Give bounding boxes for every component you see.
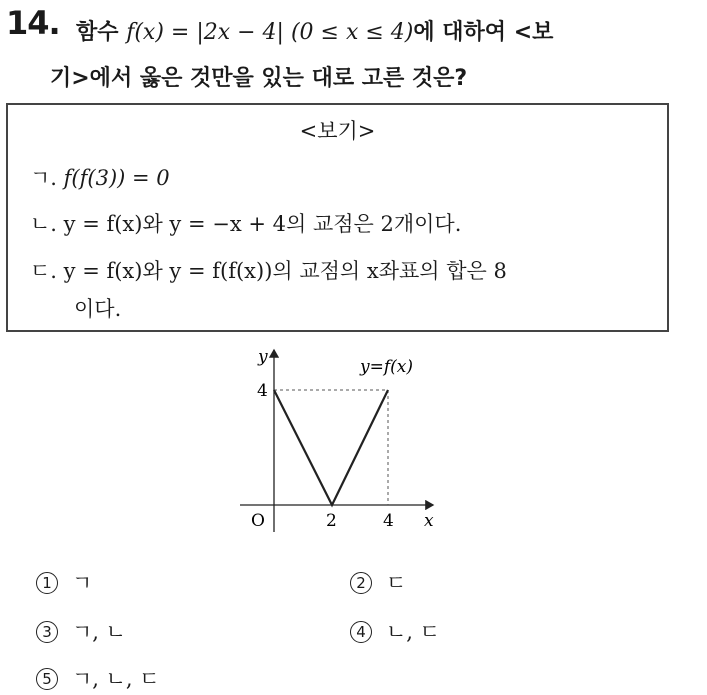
x-axis-label: x: [424, 511, 434, 531]
choice-4[interactable]: [350, 616, 440, 646]
function-graph: [228, 344, 448, 539]
bogi-item-3: [30, 255, 507, 285]
choice-label: ㄱ: [72, 571, 93, 595]
item-marker: ㄴ.: [30, 212, 57, 236]
y-tick-4: 4: [257, 381, 268, 401]
question-function: f(x) = |2x − 4| (0 ≤ x ≤ 4): [126, 20, 414, 45]
question-number: 14.: [6, 4, 60, 42]
choice-label: ㄱ, ㄴ: [72, 620, 126, 644]
curve-label: y=f(x): [360, 357, 413, 377]
graph-curve: [274, 390, 388, 505]
x-tick-2: 2: [326, 511, 337, 531]
item-text: f(f(3)) = 0: [63, 166, 170, 190]
choice-label: ㄷ: [386, 571, 407, 595]
choice-number-circle: 5: [36, 668, 58, 690]
choice-2[interactable]: [350, 567, 406, 597]
choice-number-circle: 1: [36, 572, 58, 594]
choice-1[interactable]: [36, 567, 92, 597]
bogi-box: [6, 103, 669, 332]
bogi-item-2: [30, 208, 461, 238]
choice-label: ㄱ, ㄴ, ㄷ: [72, 667, 160, 691]
origin-label: O: [251, 511, 265, 531]
y-axis-label: y: [258, 347, 268, 367]
item-text: y = f(x)와 y = −x + 4의 교점은 2개이다.: [63, 212, 462, 236]
question-line-1: [76, 15, 553, 46]
item-marker: ㄱ.: [30, 166, 57, 190]
choice-label: ㄴ, ㄷ: [386, 620, 440, 644]
question-text-post: 에 대하여 <보: [413, 20, 554, 45]
question-text-pre: 함수: [76, 20, 119, 45]
x-tick-4: 4: [383, 511, 394, 531]
choice-5[interactable]: [36, 663, 160, 693]
bogi-item-1: [30, 162, 170, 192]
choice-number-circle: 4: [350, 621, 372, 643]
item-marker: ㄷ.: [30, 259, 57, 283]
choice-3[interactable]: [36, 616, 126, 646]
question-line-2: 기>에서 옳은 것만을 있는 대로 고른 것은?: [50, 66, 468, 91]
choice-number-circle: 2: [350, 572, 372, 594]
bogi-title: <보기>: [299, 119, 376, 143]
bogi-item-3-continuation: 이다.: [74, 297, 122, 321]
item-text: y = f(x)와 y = f(f(x))의 교점의 x좌표의 합은 8: [63, 259, 507, 283]
choice-number-circle: 3: [36, 621, 58, 643]
